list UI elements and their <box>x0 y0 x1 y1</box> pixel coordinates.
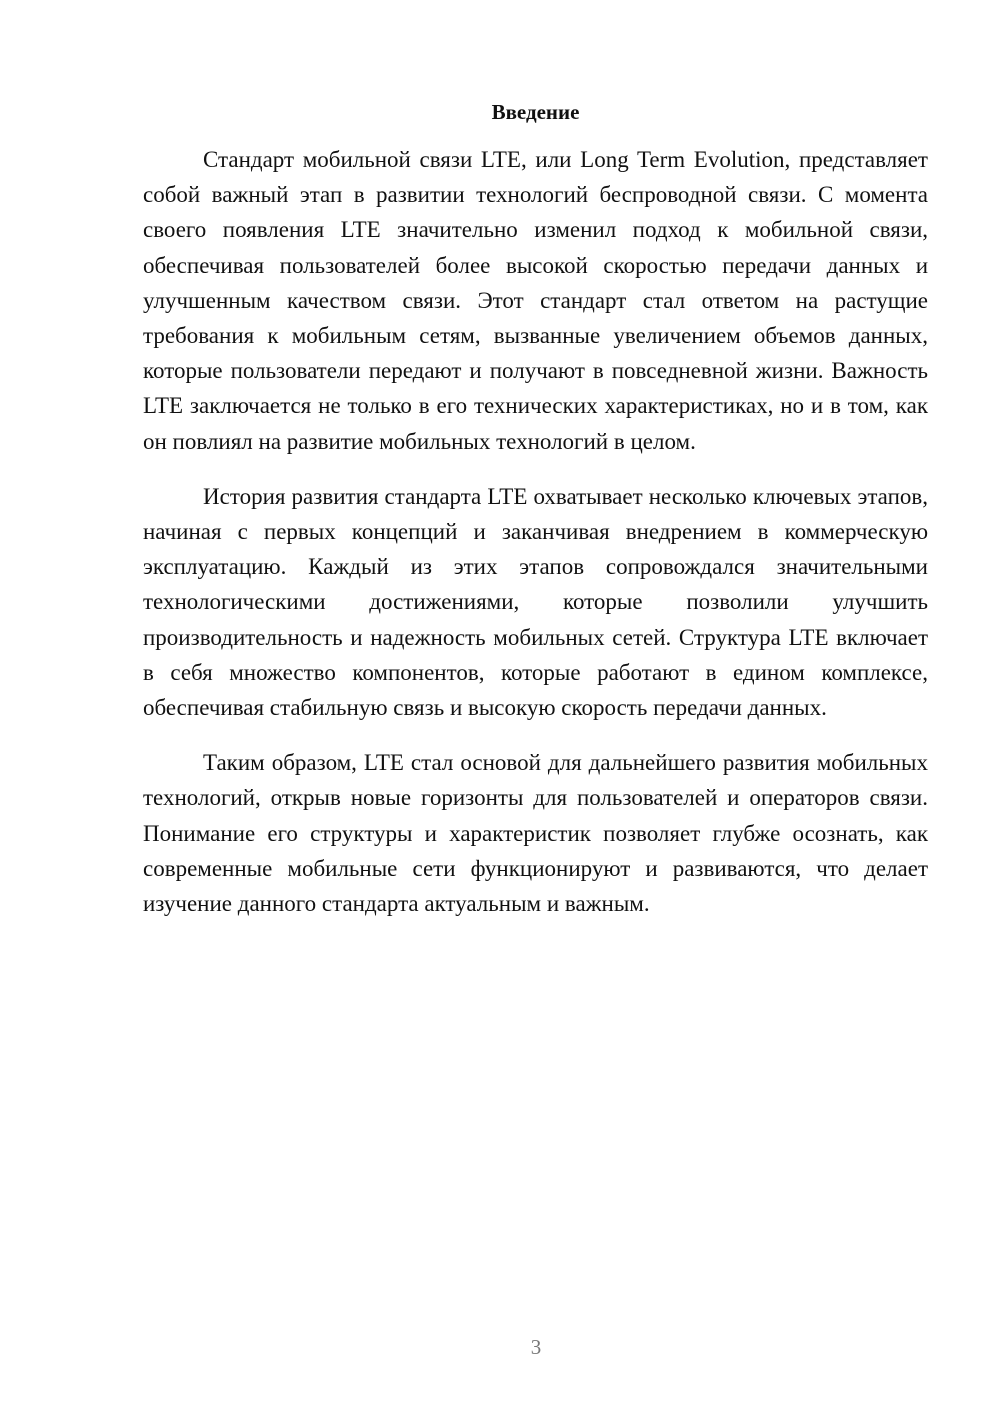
paragraph-conclusion: Таким образом, LTE стал основой для дальнейшего развития мобильных технологий, открыв новые горизонты для пользователей и операторов связи. Понимание его структуры и характеристик позволяет глубже осознать, как современные мобильные сети функционируют и развиваются, что делает изучение данного стандарта актуальным и важным. <box>143 750 928 917</box>
body-text <box>143 142 928 941</box>
paragraph-intro: Стандарт мобильной связи LTE, или Long Term Evolution, представляет собой важный этап в развитии технологий беспроводной связи. С момента своего появления LTE значительно изменил подход к мобильной связи, обеспечивая пользователей более высокой скоростью передачи данных и улучшенным качеством связи. Этот стандарт стал ответом на растущие требования к мобильным сетям, вызванные увеличением объемов данных, которые пользователи передают и получают в повседневной жизни. Важность LTE заключается не только в его технических характеристиках, но и в том, как он повлиял на развитие мобильных технологий в целом. <box>143 147 928 454</box>
section-heading: Введение <box>491 100 580 124</box>
page-number: 3 <box>530 1335 542 1359</box>
paragraph-history: История развития стандарта LTE охватывает несколько ключевых этапов, начиная с первых концепций и заканчивая внедрением в коммерческую эксплуатацию. Каждый из этих этапов сопровождался значительными технологическими достижениями, которые позволили улучшить производительность и надежность мобильных сетей. Структура LTE включает в себя множество компонентов, которые работают в едином комплексе, обеспечивая стабильную связь и высокую скорость передачи данных. <box>143 483 928 721</box>
